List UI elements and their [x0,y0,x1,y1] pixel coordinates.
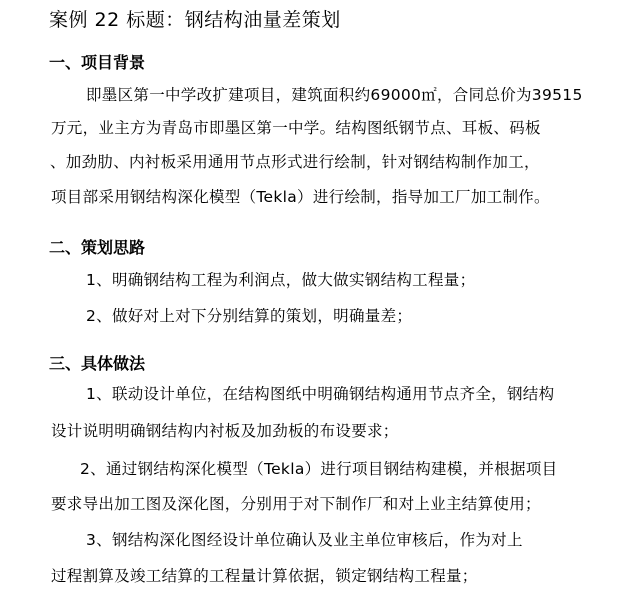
paragraph-line: 、加劲肋、内衬板采用通用节点形式进行绘制，针对钢结构制作加工， [50,153,540,171]
section-heading-approach: 二、策划思路 [49,238,146,257]
paragraph-line: 万元，业主方为青岛市即墨区第一中学。结构图纸钢节点、耳板、码板 [51,119,541,137]
list-item: 2、通过钢结构深化模型（Tekla）进行项目钢结构建模，并根据项目 [80,460,558,478]
page-title: 案例 22 标题：钢结构油量差策划 [49,9,341,31]
list-item: 3、钢结构深化图经设计单位确认及业主单位审核后，作为对上 [86,531,523,549]
paragraph-line: 设计说明明确钢结构内衬板及加劲板的布设要求； [51,422,399,440]
section-heading-method: 三、具体做法 [49,354,146,373]
list-item: 2、做好对上对下分别结算的策划，明确量差； [86,307,413,325]
section-heading-background: 一、项目背景 [49,53,146,72]
list-item: 1、联动设计单位，在结构图纸中明确钢结构通用节点齐全，钢结构 [86,385,555,403]
paragraph-line: 项目部采用钢结构深化模型（Tekla）进行绘制，指导加工厂加工制作。 [51,188,550,206]
paragraph-line: 要求导出加工图及深化图，分别用于对下制作厂和对上业主结算使用； [51,495,541,513]
paragraph-line: 即墨区第一中学改扩建项目，建筑面积约69000㎡，合同总价为39515 [86,86,583,104]
paragraph-line: 过程割算及竣工结算的工程量计算依据，锁定钢结构工程量； [51,567,478,585]
list-item: 1、明确钢结构工程为利润点，做大做实钢结构工程量； [86,271,476,289]
